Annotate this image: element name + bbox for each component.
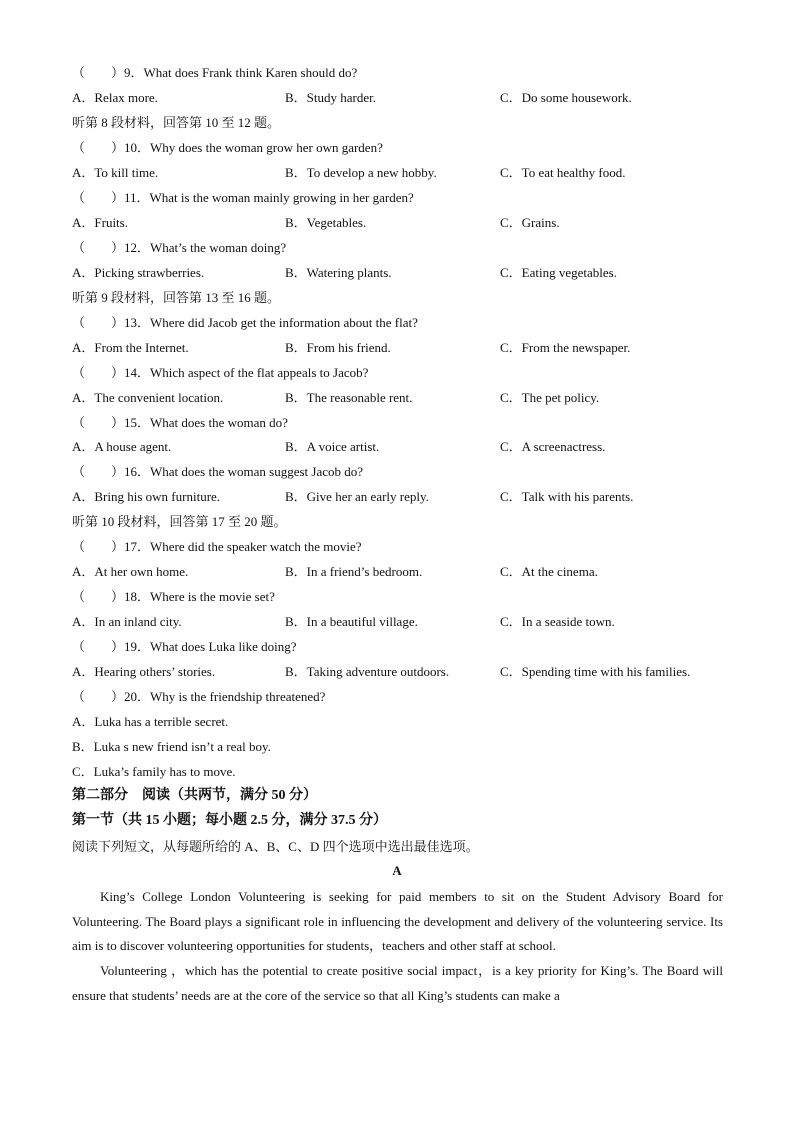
q17-option-b: B．In a friend’s bedroom.: [285, 564, 423, 579]
q18-option-c: C．In a seaside town.: [500, 614, 615, 629]
q11-option-a: A．Fruits.: [72, 215, 128, 230]
q18-option-b: B．In a beautiful village.: [285, 614, 418, 629]
q16-option-b: B．Give her an early reply.: [285, 489, 429, 504]
q14-option-a: A．The convenient location.: [72, 390, 224, 405]
q10-option-c: C．To eat healthy food.: [500, 165, 626, 180]
q9-option-a: A．Relax more.: [72, 90, 158, 105]
q10-option-a: A．To kill time.: [72, 165, 159, 180]
reading-instruction: 阅读下列短文，从每题所给的 A、B、C、D 四个选项中选出最佳选项。: [72, 839, 479, 854]
q13-option-a: A．From the Internet.: [72, 340, 189, 355]
q15-option-a: A．A house agent.: [72, 439, 172, 454]
q18-option-a: A．In an inland city.: [72, 614, 182, 629]
q17-option-a: A．At her own home.: [72, 564, 189, 579]
question-17: （ ）17．Where did the speaker watch the movie?: [72, 539, 362, 554]
q12-option-c: C．Eating vegetables.: [500, 265, 617, 280]
q19-option-c: C．Spending time with his families.: [500, 664, 691, 679]
section-1-title: 第一节（共 15 小题；每小题 2.5 分，满分 37.5 分）: [72, 813, 387, 828]
passage-paragraph-2: Volunteering ，which has the potential to create positive social impact，is a key priority for King’s. The Board will ensure that students’ needs are at the core of the service so that all King’s students can make a: [72, 963, 723, 1003]
q19-option-b: B．Taking adventure outdoors.: [285, 664, 450, 679]
section-8-heading: 听第 8 段材料，回答第 10 至 12 题。: [72, 115, 281, 130]
passage-paragraph-1: King’s College London Volunteering is seeking for paid members to sit on the Student Advisory Board for Volunteering. The Board plays a significant role in influencing the development and delivery of the volunteering service. Its aim is to discover volunteering opportunities for students，teachers and other staff at school.: [72, 889, 723, 954]
q10-option-b: B．To develop a new hobby.: [285, 165, 437, 180]
q16-option-c: C．Talk with his parents.: [500, 489, 634, 504]
question-9: （ ）9．What does Frank think Karen should do?: [72, 65, 358, 80]
q20-option-b: B．Luka s new friend isn’t a real boy.: [72, 739, 271, 754]
question-15: （ ）15．What does the woman do?: [72, 415, 288, 430]
question-13: （ ）13．Where did Jacob get the information about the flat?: [72, 315, 418, 330]
passage-label: A: [392, 863, 402, 878]
question-11: （ ）11．What is the woman mainly growing in her garden?: [72, 190, 414, 205]
q9-option-b: B．Study harder.: [285, 90, 376, 105]
question-18: （ ）18．Where is the movie set?: [72, 589, 275, 604]
q16-option-a: A．Bring his own furniture.: [72, 489, 221, 504]
question-12: （ ）12．What’s the woman doing?: [72, 240, 287, 255]
question-10: （ ）10．Why does the woman grow her own garden?: [72, 140, 383, 155]
q15-option-b: B．A voice artist.: [285, 439, 380, 454]
question-19: （ ）19．What does Luka like doing?: [72, 639, 297, 654]
q12-option-a: A．Picking strawberries.: [72, 265, 205, 280]
q17-option-c: C．At the cinema.: [500, 564, 598, 579]
question-20: （ ）20．Why is the friendship threatened?: [72, 689, 326, 704]
q11-option-c: C．Grains.: [500, 215, 560, 230]
question-14: （ ）14．Which aspect of the flat appeals to Jacob?: [72, 365, 369, 380]
q15-option-c: C．A screenactress.: [500, 439, 606, 454]
q20-option-c: C．Luka’s family has to move.: [72, 764, 236, 779]
q12-option-b: B．Watering plants.: [285, 265, 392, 280]
q13-option-b: B．From his friend.: [285, 340, 391, 355]
question-16: （ ）16．What does the woman suggest Jacob do?: [72, 464, 364, 479]
q14-option-b: B．The reasonable rent.: [285, 390, 413, 405]
q20-option-a: A．Luka has a terrible secret.: [72, 714, 229, 729]
section-9-heading: 听第 9 段材料，回答第 13 至 16 题。: [72, 290, 281, 305]
q13-option-c: C．From the newspaper.: [500, 340, 631, 355]
q19-option-a: A．Hearing others’ stories.: [72, 664, 216, 679]
section-10-heading: 听第 10 段材料，回答第 17 至 20 题。: [72, 514, 287, 529]
q9-option-c: C．Do some housework.: [500, 90, 632, 105]
q11-option-b: B．Vegetables.: [285, 215, 367, 230]
q14-option-c: C．The pet policy.: [500, 390, 600, 405]
part-2-title: 第二部分 阅读（共两节，满分 50 分）: [72, 788, 317, 803]
